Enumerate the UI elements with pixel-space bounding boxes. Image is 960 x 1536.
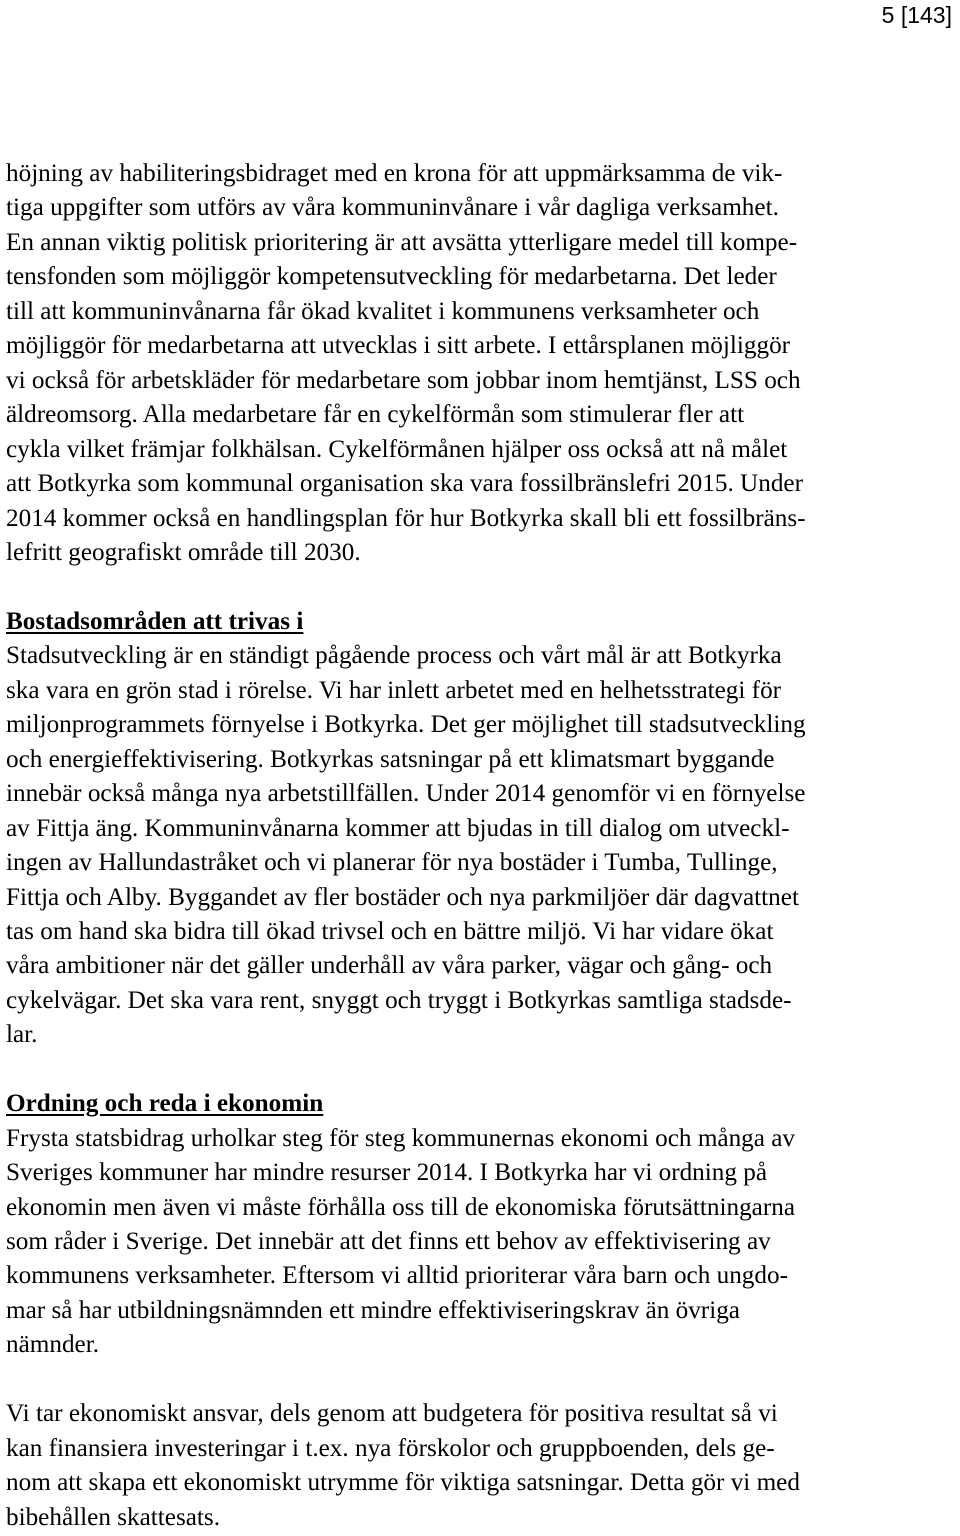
text-line: lar. [6,1021,38,1049]
text-line: äldreomsorg. Alla medarbetare får en cykelförmån som stimulerar fler att [6,401,745,429]
text-line: Frysta statsbidrag urholkar steg för steg kommunernas ekonomi och många av [6,1124,796,1152]
paragraph-ansvar [6,1397,954,1535]
text-line: och energieffektivisering. Botkyrkas satsningar på ett klimatsmart byggande [6,745,775,773]
text-line: lefritt geografiskt område till 2030. [6,538,361,566]
section-ekonomi [6,1087,954,1363]
section-heading: Bostadsområden att trivas i [6,607,304,635]
paragraph-intro [6,157,954,570]
text-line: nämnder. [6,1331,100,1359]
text-line: våra ambitioner när det gäller underhåll av våra parker, vägar och gång- och [6,952,773,980]
text-line: ekonomin men även vi måste förhålla oss till de ekonomiska förutsättningarna [6,1193,796,1221]
text-line: Vi tar ekonomiskt ansvar, dels genom att budgetera för positiva resultat så vi [6,1400,778,1428]
text-line: ingen av Hallundastråket och vi planerar för nya bostäder i Tumba, Tullinge, [6,849,778,877]
text-line: mar så har utbildningsnämnden ett mindre effektiviseringskrav än övriga [6,1296,740,1324]
section-heading: Ordning och reda i ekonomin [6,1090,324,1118]
section-bostadsomraden [6,605,954,1053]
page-number: 5 [143] [881,2,952,28]
text-line: innebär också många nya arbetstillfällen. Under 2014 genomför vi en förnyelse [6,780,806,808]
text-line: tensfonden som möjliggör kompetensutveckling för medarbetarna. Det leder [6,263,777,291]
text-line: möjliggör för medarbetarna att utvecklas i sitt arbete. I ettårsplanen möjliggör [6,332,791,360]
document-body [6,157,954,1535]
text-line: av Fittja äng. Kommuninvånarna kommer att bjudas in till dialog om utveckl- [6,814,790,842]
text-line: tiga uppgifter som utförs av våra kommuninvånare i vår dagliga verksamhet. [6,194,779,222]
text-line: cykelvägar. Det ska vara rent, snyggt och tryggt i Botkyrkas samtliga stadsde- [6,986,792,1014]
text-line: kan finansiera investeringar i t.ex. nya förskolor och gruppboenden, dels ge- [6,1434,775,1462]
paragraph-gap [6,1053,954,1087]
text-line: som råder i Sverige. Det innebär att det finns ett behov av effektivisering av [6,1228,771,1256]
text-line: höjning av habiliteringsbidraget med en krona för att uppmärksamma de vik- [6,160,783,187]
text-line: Fittja och Alby. Byggandet av fler bostäder och nya parkmiljöer där dagvattnet [6,883,799,911]
text-line: Stadsutveckling är en ständigt pågående process och vårt mål är att Botkyrka [6,642,782,670]
text-line: kommunens verksamheter. Eftersom vi alltid prioriterar våra barn och ungdo- [6,1262,788,1290]
text-line: En annan viktig politisk prioritering är att avsätta ytterligare medel till kompe- [6,228,798,256]
paragraph-gap [6,1363,954,1397]
text-line: tas om hand ska bidra till ökad trivsel och en bättre miljö. Vi har vidare ökat [6,917,774,945]
text-line: att Botkyrka som kommunal organisation ska vara fossilbränslefri 2015. Under [6,470,803,498]
text-line: miljonprogrammets förnyelse i Botkyrka. Det ger möjlighet till stadsutveckling [6,711,806,739]
text-line: ska vara en grön stad i rörelse. Vi har inlett arbetet med en helhetsstrategi för [6,676,782,704]
text-line: 2014 kommer också en handlingsplan för hur Botkyrka skall bli ett fossilbräns- [6,504,806,532]
text-line: till att kommuninvånarna får ökad kvalitet i kommunens verksamheter och [6,297,760,325]
text-line: nom att skapa ett ekonomiskt utrymme för viktiga satsningar. Detta gör vi med [6,1469,800,1497]
paragraph-gap [6,570,954,604]
text-line: vi också för arbetskläder för medarbetare som jobbar inom hemtjänst, LSS och [6,366,801,394]
text-line: cykla vilket främjar folkhälsan. Cykelförmånen hjälper oss också att nå målet [6,435,788,463]
text-line: bibehållen skattesats. [6,1503,221,1531]
text-line: Sveriges kommuner har mindre resurser 2014. I Botkyrka har vi ordning på [6,1159,768,1187]
